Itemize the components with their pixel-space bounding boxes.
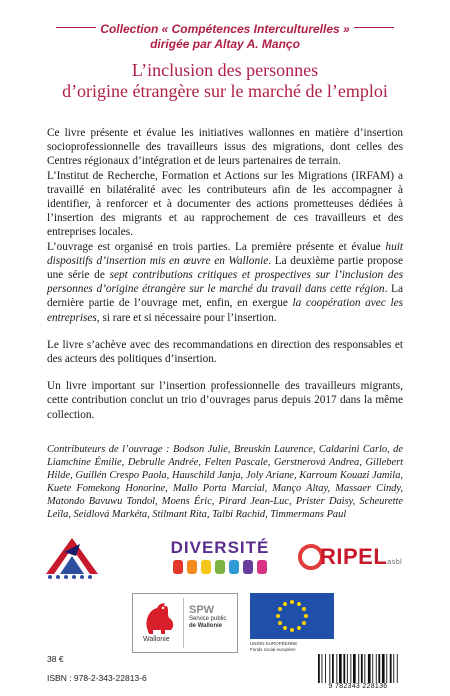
contributors-list: Contributeurs de l’ouvrage : Bodson Julie, Breuskin Laurence, Caldarini Carlo, de Liamchine Émilie, Debrulle Andrée, Felten Pascale, Gerstnerová Andrea, Gillebert Hilde, Guillén Crespo Paola, Hauschild Janja, Joly Ariane, Karroum Kouazi Jamila, Kuete Fomekong Honorine, Mallo Porta Marcial, Manço Altay, Massaer Cindy, Matondo Bavuwu Tondol, Moens Éric, Pirard Jean-Luc, Prister Daisy, Scheurette Leïla, Seidlová Markéta, Stilmant Rita, Talbi Rachid, Timmermans Paul <box>47 444 403 520</box>
rooster-icon <box>139 598 179 636</box>
structure-text-g: , si rare et si nécessaire pour l’insertion. <box>96 311 277 324</box>
eu-logo <box>250 593 334 651</box>
structure-emph-d: sept contributions critiques et prospectives sur l’inclusion des personnes d’origine étrangère sur le marché du travail dans cette région <box>47 269 403 296</box>
cri-emblem-icon <box>40 534 104 580</box>
spw-line1: Service public <box>189 616 227 622</box>
paragraph-structure <box>47 240 403 325</box>
paragraph-irfam: L’Institut de Recherche, Formation et Actions sur les Migrations (IRFAM) a travaillé en bilatéralité avec les contributeurs afin de les accompagner à identifier, à renforcer et à documenter des actions prometteuses dédiées à l’insertion des migrants et au rapprochement de ces travailleurs et des entreprises locales. <box>47 169 403 239</box>
eu-caption <box>250 641 334 652</box>
partner-logos <box>40 534 410 584</box>
spw-acronym: SPW <box>189 604 215 616</box>
book-title-line2: d’origine étrangère sur le marché de l’emploi <box>62 81 388 101</box>
series-rule-right <box>354 27 394 28</box>
eu-caption-line1: UNION EUROPÉENNE <box>250 641 298 646</box>
eu-caption-line2: Fonds social européen <box>250 646 296 652</box>
series-editor: dirigée par Altay A. Manço <box>150 37 300 51</box>
cripel-word: RIPEL <box>320 544 388 569</box>
series-name: Collection « Compétences Interculturelles » <box>100 22 350 36</box>
isbn: ISBN : 978-2-343-22813-6 <box>47 673 147 683</box>
paragraph-intro: Ce livre présente et évalue les initiatives wallonnes en matière d’insertion socioprofessionnelle des travailleurs issus des migrations, dont celles des Centres régionaux d’intégration et de leurs partenaires de terrain. <box>47 127 403 168</box>
book-title-line1: L’inclusion des personnes <box>131 60 319 80</box>
cripel-suffix: asbl <box>387 559 403 566</box>
price: 38 € <box>47 654 64 664</box>
diversite-logo <box>160 538 280 578</box>
structure-text-e: . La dernière partie de l’ouvrage met, enfin, en exergue <box>47 283 403 310</box>
eu-flag <box>250 593 334 639</box>
cripel-wordmark <box>320 544 402 570</box>
paragraph-recommendations: Le livre s’achève avec des recommandations en direction des responsables et des acteurs des politiques d’insertion. <box>47 338 403 366</box>
structure-text-a: L’ouvrage est organisé en trois parties. La première présente et évalue <box>47 240 386 253</box>
wallonie-label: Wallonie <box>143 636 170 643</box>
spw-line2: de Wallonie <box>189 623 223 629</box>
logo-separator <box>183 598 184 648</box>
diversite-word: DIVERSITÉ <box>170 538 270 557</box>
series-rule-left <box>56 27 96 28</box>
series-heading <box>0 22 450 52</box>
back-cover-text <box>47 126 403 422</box>
structure-emph-b: huit dispositifs d’insertion mis en œuvre en Wallonie <box>47 240 403 267</box>
paragraph-conclusion: Un livre important sur l’insertion professionnelle des travailleurs migrants, cette contribution conclut un trio d’ouvrages parus depuis 2017 dans la même collection. <box>47 380 403 421</box>
structure-text-c: . La deuxième partie propose une série de <box>47 254 403 282</box>
spw-block <box>189 604 226 630</box>
cripel-logo <box>298 540 408 578</box>
wallonie-spw-logo <box>132 593 238 653</box>
structure-emph-f: la coopération avec les entreprises <box>47 297 403 324</box>
barcode-number: 9 782343 228136 <box>306 683 410 690</box>
book-title <box>0 60 450 102</box>
diversite-people-icons <box>160 560 280 574</box>
cri-logo <box>40 534 104 580</box>
eu-stars-icon <box>250 593 334 639</box>
